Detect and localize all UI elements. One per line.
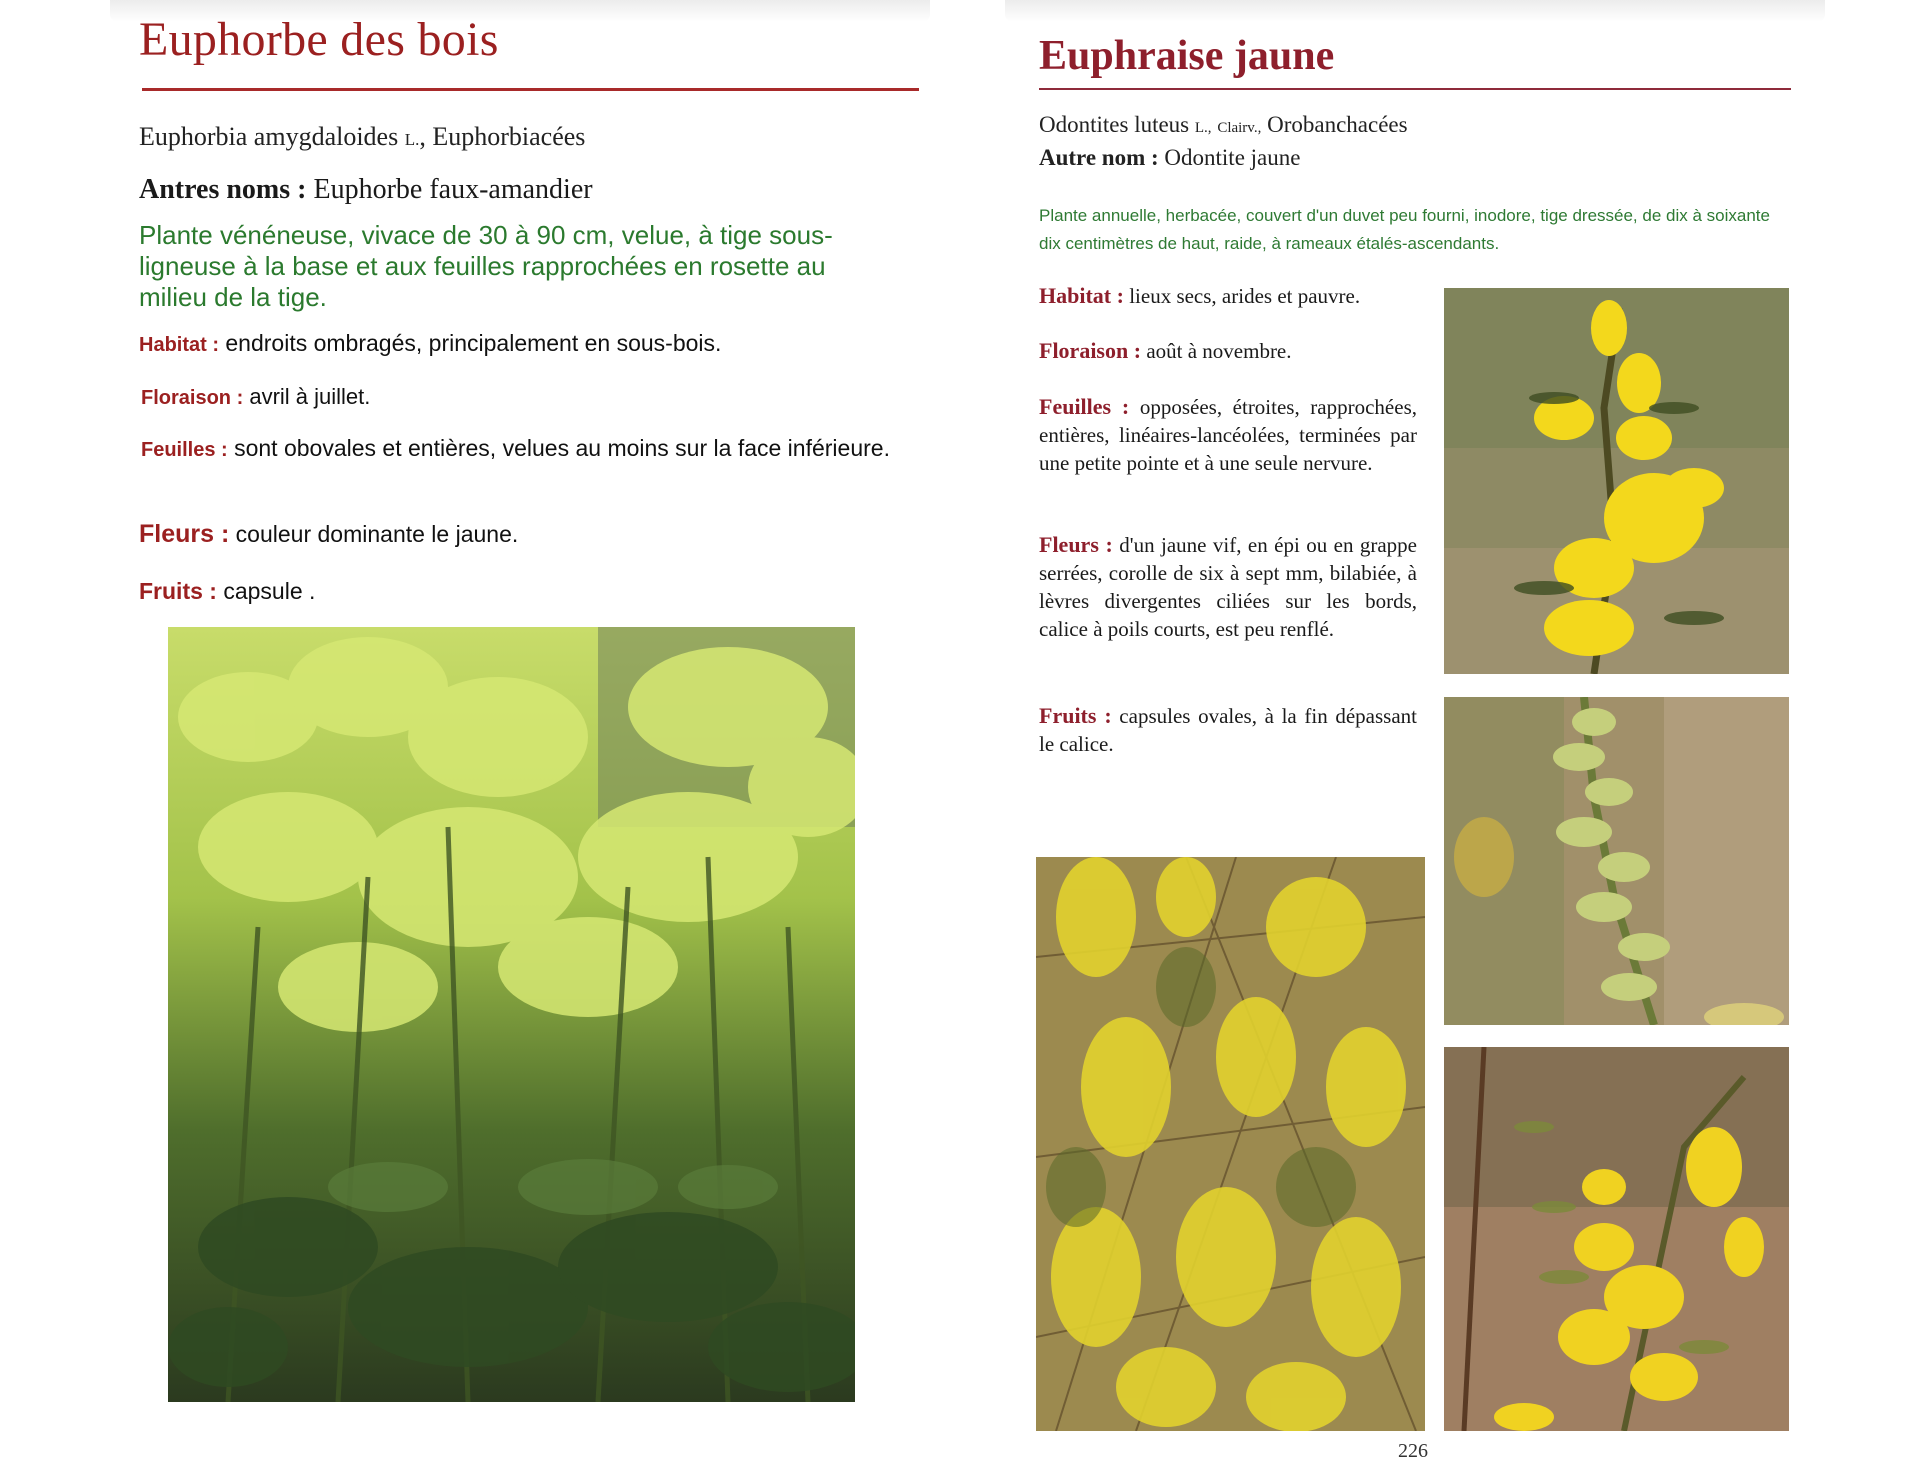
right-fleurs-value: d'un jaune vif, en épi ou en grappe serrées, corolle de six à sept mm, bilabiée, à lèvres divergentes ciliées sur les bords, calice à poils courts, est peu renflé. bbox=[1039, 533, 1417, 641]
left-fleurs bbox=[139, 520, 518, 549]
left-other-names-value: Euphorbe faux-amandier bbox=[306, 174, 593, 205]
left-feuilles bbox=[141, 436, 901, 463]
right-fruits-value: capsules ovales, à la fin dépassant le calice. bbox=[1039, 704, 1417, 756]
left-description: Plante vénéneuse, vivace de 30 à 90 cm, velue, à tige sous-ligneuse à la base et aux feuilles rapprochées en rosette au milieu de la tige. bbox=[139, 220, 833, 312]
right-page-title: Euphraise jaune bbox=[1039, 33, 1335, 79]
right-other-name-label: Autre nom : bbox=[1039, 145, 1159, 170]
left-scientific-line bbox=[139, 122, 585, 152]
right-scientific-name: Odontites luteus bbox=[1039, 112, 1190, 137]
odontites-field-photo bbox=[1036, 857, 1425, 1431]
left-other-names bbox=[139, 174, 593, 206]
right-floraison-value: août à novembre. bbox=[1141, 339, 1292, 363]
right-feuilles-label: Feuilles : bbox=[1039, 394, 1130, 419]
left-other-names-label: Antres noms : bbox=[139, 174, 307, 205]
right-floraison-label: Floraison : bbox=[1039, 338, 1142, 363]
right-scientific-line bbox=[1039, 112, 1408, 138]
right-author-1: L., bbox=[1194, 120, 1212, 136]
right-floraison bbox=[1039, 337, 1417, 365]
euphorbia-photo bbox=[168, 627, 855, 1402]
left-floraison bbox=[141, 384, 370, 410]
left-family: , Euphorbiacées bbox=[419, 122, 586, 151]
right-author-2: Clairv., bbox=[1217, 120, 1262, 136]
left-title-rule bbox=[142, 88, 919, 91]
left-page-title: Euphorbe des bois bbox=[139, 13, 499, 66]
left-author: L. bbox=[404, 130, 420, 149]
right-feuilles bbox=[1039, 393, 1417, 477]
odontites-spike-photo bbox=[1444, 697, 1789, 1025]
right-title-rule bbox=[1039, 88, 1791, 90]
left-habitat-value: endroits ombragés, principalement en sous-bois. bbox=[219, 330, 722, 356]
left-habitat bbox=[139, 330, 721, 357]
left-fleurs-label: Fleurs : bbox=[139, 520, 230, 548]
left-fleurs-value: couleur dominante le jaune. bbox=[229, 521, 519, 547]
right-fruits-label: Fruits : bbox=[1039, 703, 1112, 728]
right-fleurs-label: Fleurs : bbox=[1039, 532, 1113, 557]
right-fruits bbox=[1039, 702, 1417, 758]
right-description: Plante annuelle, herbacée, couvert d'un duvet peu fourni, inodore, tige dressée, de dix à soixante dix centimètres de haut, raide, à rameaux étalés-ascendants. bbox=[1039, 206, 1770, 253]
odontites-flower-photo-1 bbox=[1444, 288, 1789, 674]
left-fruits bbox=[139, 578, 315, 605]
left-fruits-value: capsule . bbox=[216, 578, 316, 604]
right-feuilles-value: opposées, étroites, rapprochées, entières, linéaires-lancéolées, terminées par une petite pointe et à une seule nervure. bbox=[1039, 395, 1417, 475]
right-fleurs bbox=[1039, 531, 1417, 643]
right-page-edge bbox=[1005, 0, 1825, 22]
left-feuilles-label: Feuilles : bbox=[141, 439, 228, 461]
left-floraison-value: avril à juillet. bbox=[243, 384, 371, 409]
page-number: 226 bbox=[1398, 1440, 1428, 1462]
right-family: Orobanchacées bbox=[1267, 112, 1408, 137]
left-feuilles-value: sont obovales et entières, velues au moins sur la face inférieure. bbox=[227, 435, 890, 461]
right-habitat bbox=[1039, 282, 1417, 310]
left-floraison-label: Floraison : bbox=[141, 387, 244, 409]
right-other-name-value: Odontite jaune bbox=[1158, 145, 1301, 170]
right-other-name bbox=[1039, 145, 1300, 171]
right-habitat-label: Habitat : bbox=[1039, 283, 1124, 308]
odontites-flower-photo-2 bbox=[1444, 1047, 1789, 1431]
left-habitat-label: Habitat : bbox=[139, 334, 219, 356]
left-scientific-name: Euphorbia amygdaloides bbox=[139, 122, 399, 151]
left-fruits-label: Fruits : bbox=[139, 578, 217, 604]
right-habitat-value: lieux secs, arides et pauvre. bbox=[1123, 284, 1361, 308]
